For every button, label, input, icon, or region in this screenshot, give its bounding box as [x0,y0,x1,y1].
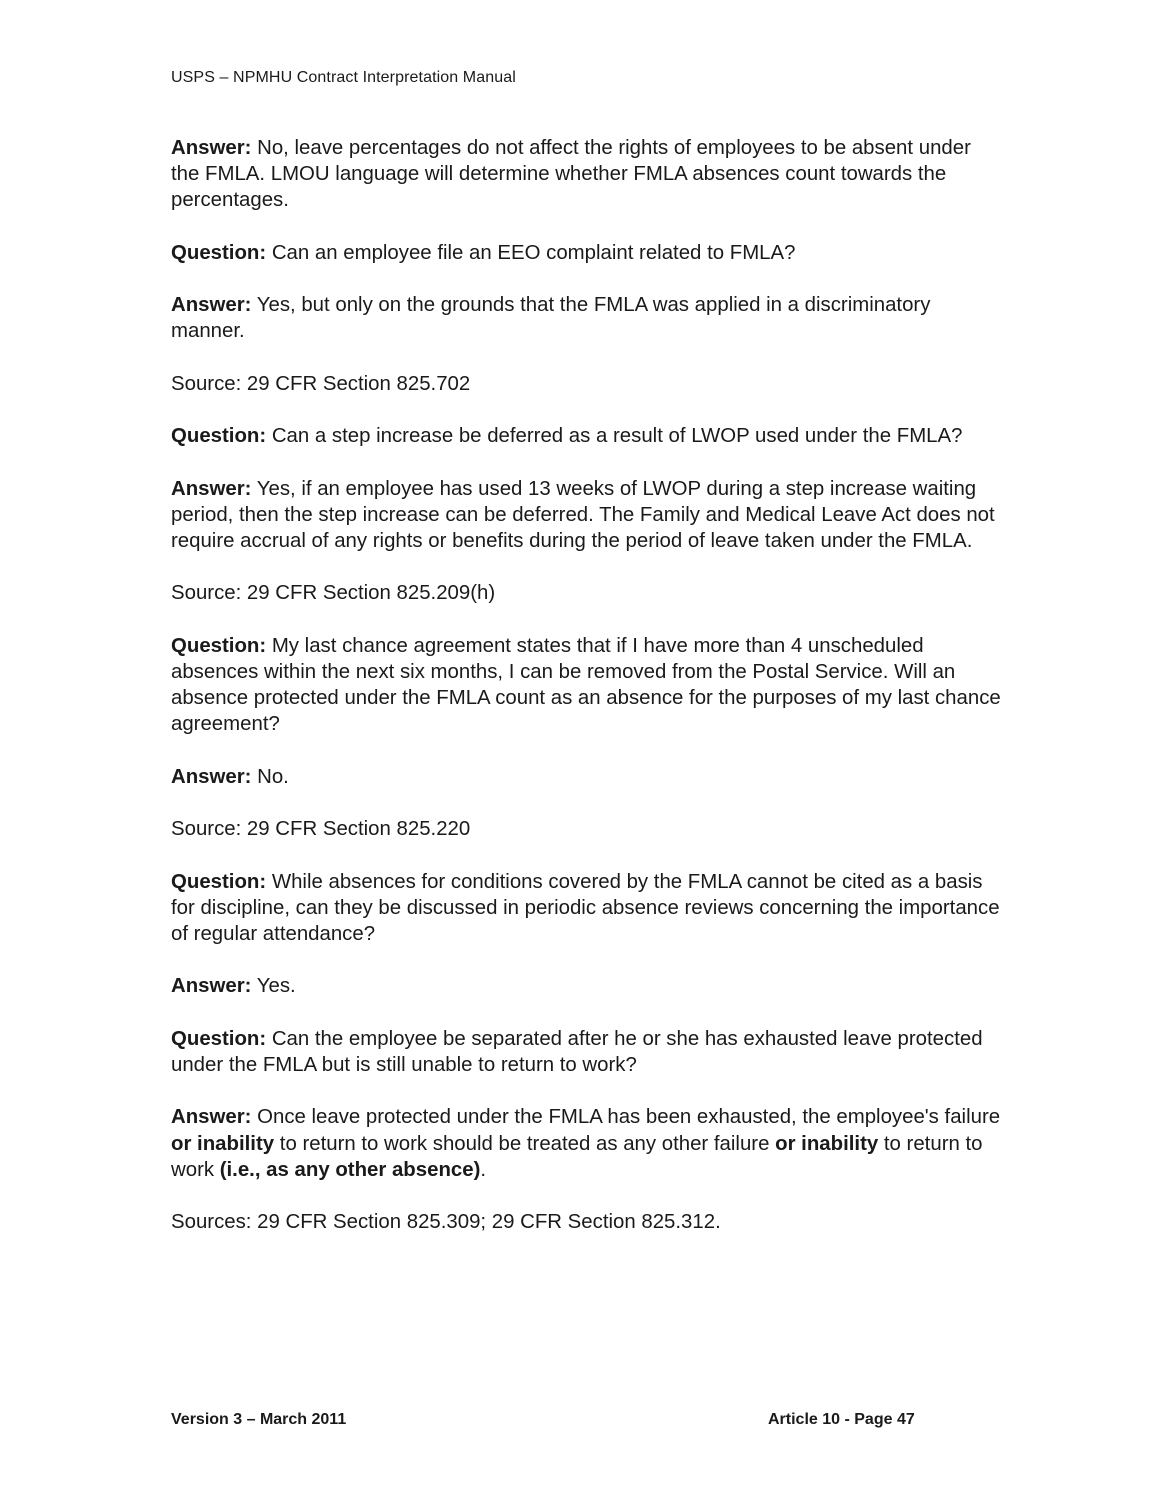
source-citation [171,580,1001,606]
question-label: Question: [171,425,267,448]
question-label: Question: [171,241,267,264]
answer-label: Answer: [171,765,252,788]
answer-text-part: to return to work should be treated as any other failure [274,1132,776,1155]
answer-bold-phrase: or inability [775,1132,879,1155]
question-label: Question: [171,870,267,893]
answer-text: Yes, if an employee has used 13 weeks of LWOP during a step increase waiting period, then the step increase can be deferred. The Family and Medical Leave Act does not require accrual of any rights or benefits during the period of leave taken under the FMLA. [171,477,995,552]
running-header: USPS – NPMHU Contract Interpretation Manual [171,69,516,86]
answer-text: Yes. [251,975,296,998]
answer-paragraph [171,764,1001,790]
sources-citation [171,1209,1001,1235]
question-text: My last chance agreement states that if I have more than 4 unscheduled absences within the next six months, I can be removed from the Postal Service. Will an absence protected under the FMLA count as an absence for the purposes of my last chance agreement? [171,634,1001,736]
question-paragraph [171,869,1001,948]
question-paragraph [171,1026,1001,1078]
answer-label: Answer: [171,975,252,998]
question-text: Can an employee file an EEO complaint related to FMLA? [266,241,796,264]
page-body [171,135,1001,1262]
answer-paragraph [171,476,1001,555]
question-paragraph [171,240,1001,266]
question-label: Question: [171,1027,267,1050]
final-answer-paragraph [171,1104,1001,1183]
answer-paragraph [171,135,1001,214]
answer-label: Answer: [171,294,252,317]
source-text: Source: 29 CFR Section 825.702 [171,372,471,395]
answer-paragraph [171,973,1001,999]
answer-text-part: . [480,1158,487,1181]
question-label: Question: [171,634,267,657]
source-citation [171,371,1001,397]
answer-text-part: Once leave protected under the FMLA has been exhausted, the employee's failure [251,1106,1001,1129]
question-text: Can the employee be separated after he or she has exhausted leave protected under the FMLA but is still unable to return to work? [171,1027,983,1076]
answer-text: Yes, but only on the grounds that the FMLA was applied in a discriminatory manner. [171,294,931,343]
footer-version: Version 3 – March 2011 [171,1411,347,1428]
question-text: While absences for conditions covered by the FMLA cannot be cited as a basis for discipline, can they be discussed in periodic absence reviews concerning the importance of regular attendance? [171,870,1000,945]
answer-bold-phrase: or inability [171,1132,275,1155]
question-text: Can a step increase be deferred as a result of LWOP used under the FMLA? [266,425,963,448]
answer-label: Answer: [171,1106,252,1129]
answer-label: Answer: [171,137,252,159]
footer-page-number: Article 10 - Page 47 [768,1411,915,1428]
answer-bold-phrase: (i.e., as any other absence) [219,1158,481,1181]
answer-text: No, leave percentages do not affect the rights of employees to be absent under the FMLA. LMOU language will determine whether FMLA absences count towards the percentages. [171,137,971,212]
answer-text-part: to return to work [171,1132,983,1181]
answer-label: Answer: [171,477,252,500]
source-citation [171,816,1001,842]
sources-text: Sources: 29 CFR Section 825.309; 29 CFR Section 825.312. [171,1211,721,1234]
answer-paragraph [171,292,1001,344]
question-paragraph [171,423,1001,449]
question-paragraph [171,633,1001,738]
source-text: Source: 29 CFR Section 825.209(h) [171,582,496,605]
source-text: Source: 29 CFR Section 825.220 [171,818,471,841]
answer-text: No. [251,765,289,788]
